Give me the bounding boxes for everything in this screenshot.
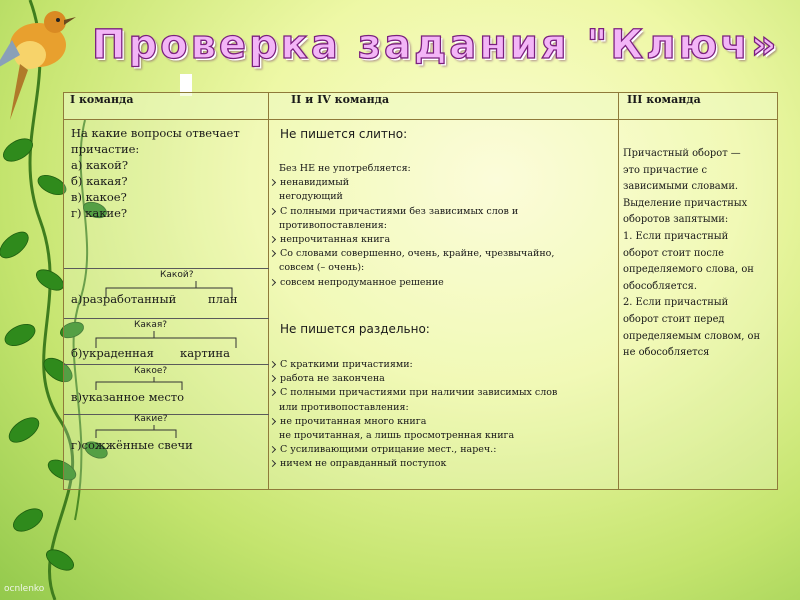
team-3-text: Причастный оборот — это причастие с зависимыми словами. Выделение причастных оборотов запятыми: 1. Если причастный оборот стоит после определяемого слова, он обособляется. 2. Если причастный оборот стоит перед определяемым словом, он не обособляется <box>623 148 761 359</box>
rule-line: или противопоставления: <box>279 401 409 413</box>
rule-line: Без НЕ не употребляется: <box>279 163 411 174</box>
table-body-row <box>64 120 778 490</box>
rule-line: не прочитанная много книга <box>269 415 609 429</box>
example-question: Какое? <box>134 366 168 376</box>
rule-line: С краткими причастиями: <box>269 358 609 372</box>
example-sentence: в)указанное место <box>71 390 185 404</box>
watermark: ocnlenko <box>4 584 45 594</box>
rule-line: непрочитанная книга <box>269 233 609 247</box>
team-2-4-cell <box>269 120 619 490</box>
rule-line: совсем непродуманное решение <box>269 276 609 290</box>
rule-line: Со словами совершенно, очень, крайне, чрезвычайно, <box>269 247 609 261</box>
example-question: Какая? <box>134 320 168 330</box>
example-question: Какие? <box>134 414 168 424</box>
header-team-1: I команда <box>64 93 269 120</box>
question-line: а) какой? <box>71 158 128 172</box>
example-noun: картина <box>180 346 230 360</box>
rule-line: С полными причастиями при наличии зависимых слов <box>269 386 609 400</box>
rule-line: противопоставления: <box>279 219 387 231</box>
example-sentence: б)украденная <box>71 346 154 360</box>
team-1-questions <box>71 125 266 221</box>
rule-line: ничем не оправданный поступок <box>269 457 609 471</box>
example-divider <box>64 268 269 269</box>
rule-line: не прочитанная, а лишь просмотренная книга <box>279 430 515 442</box>
header-team-3: III команда <box>619 93 778 120</box>
team-1-cell <box>64 120 269 490</box>
page-title: Проверка задания "Ключ» <box>92 22 780 68</box>
example-sentence: г)сожжённые свечи <box>71 438 193 452</box>
rule-line: С усиливающими отрицание мест., нареч.: <box>269 443 609 457</box>
example-question: Какой? <box>160 270 194 280</box>
rule-line: работа не закончена <box>269 372 609 386</box>
header-team-2-4: II и IV команда <box>269 93 619 120</box>
separate-title: Не пишется раздельно: <box>280 322 430 336</box>
separate-rules <box>269 358 609 472</box>
rule-line: совсем (– очень): <box>279 262 365 274</box>
answer-key-table <box>63 92 778 490</box>
team-3-cell <box>619 120 778 490</box>
rule-line: негодующий <box>279 191 343 203</box>
question-line: в) какое? <box>71 190 127 204</box>
question-line: г) какие? <box>71 206 128 220</box>
question-line: причастие: <box>71 142 140 156</box>
rule-line: ненавидимый <box>269 176 609 190</box>
example-noun: план <box>208 292 238 306</box>
together-title: Не пишется слитно: <box>280 127 408 141</box>
rule-line: С полными причастиями без зависимых слов и <box>269 205 609 219</box>
question-line: На какие вопросы отвечает <box>71 126 240 140</box>
example-divider <box>64 364 269 365</box>
example-sentence: а)разработанный <box>71 292 177 306</box>
question-line: б) какая? <box>71 174 128 188</box>
example-divider <box>64 318 269 319</box>
table-header-row <box>64 93 778 120</box>
together-rules <box>269 162 609 290</box>
